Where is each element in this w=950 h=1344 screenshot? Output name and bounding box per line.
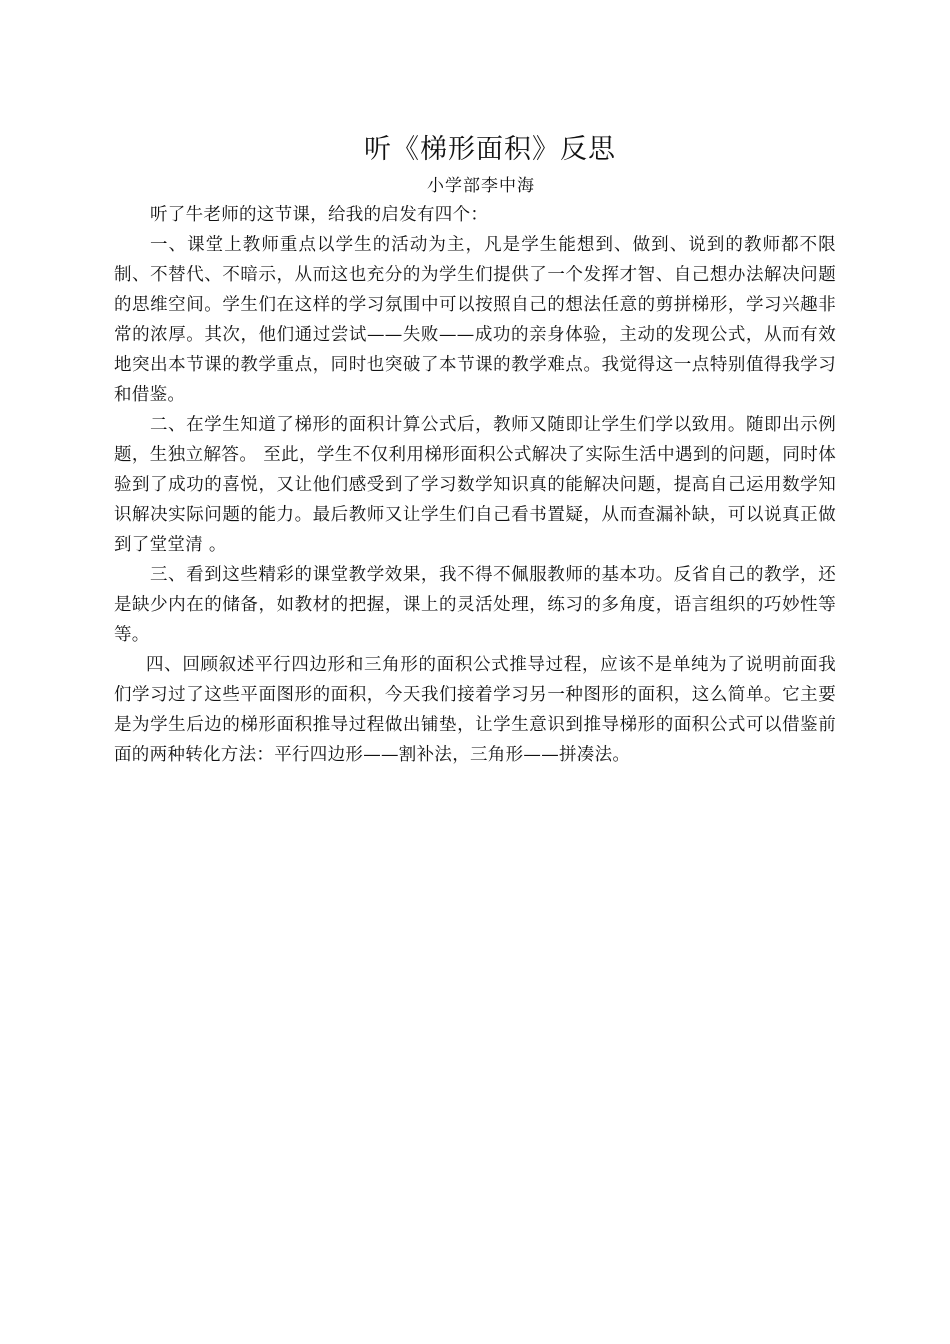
paragraph-two: 二、在学生知道了梯形的面积计算公式后，教师又随即让学生们学以致用。随即出示例题，生独立解答。 至此，学生不仅利用梯形面积公式解决了实际生活中遇到的问题，同时体验到了成功的喜悦，又让他们感受到了学习数学知识真的能解决问题，提高自己运用数学知识解决实际问题的能力。最后教师又让学生们自己看书置疑，从而查漏补缺，可以说真正做到了堂堂清 。 — [114, 415, 836, 555]
paragraph-one: 一、课堂上教师重点以学生的活动为主，凡是学生能想到、做到、说到的教师都不限制、不替代、不暗示，从而这也充分的为学生们提供了一个发挥才智、自己想办法解决问题的思维空间。学生们在这样的学习氛围中可以按照自己的想法任意的剪拼梯形，学习兴趣非常的浓厚。其次，他们通过尝试——失败——成功的亲身体验，主动的发现公式，从而有效地突出本节课的教学重点，同时也突破了本节课的教学难点。我觉得这一点特别值得我学习和借鉴。 — [114, 235, 836, 405]
document-title: 听《梯形面积》反思 — [364, 134, 616, 165]
document-author: 小学部李中海 — [427, 176, 535, 196]
paragraph-three: 三、看到这些精彩的课堂教学效果，我不得不佩服教师的基本功。反省自己的教学，还是缺少内在的储备，如教材的把握，课上的灵活处理，练习的多角度，语言组织的巧妙性等等。 — [114, 565, 836, 645]
paragraph-four: 四、回顾叙述平行四边形和三角形的面积公式推导过程，应该不是单纯为了说明前面我们学习过了这些平面图形的面积，今天我们接着学习另一种图形的面积，这么简单。它主要是为学生后边的梯形面积推导过程做出铺垫，让学生意识到推导梯形的面积公式可以借鉴前面的两种转化方法：平行四边形——割补法，三角形——拼凑法。 — [114, 655, 836, 765]
intro-paragraph: 听了牛老师的这节课，给我的启发有四个： — [150, 205, 489, 225]
document-body — [114, 128, 836, 770]
